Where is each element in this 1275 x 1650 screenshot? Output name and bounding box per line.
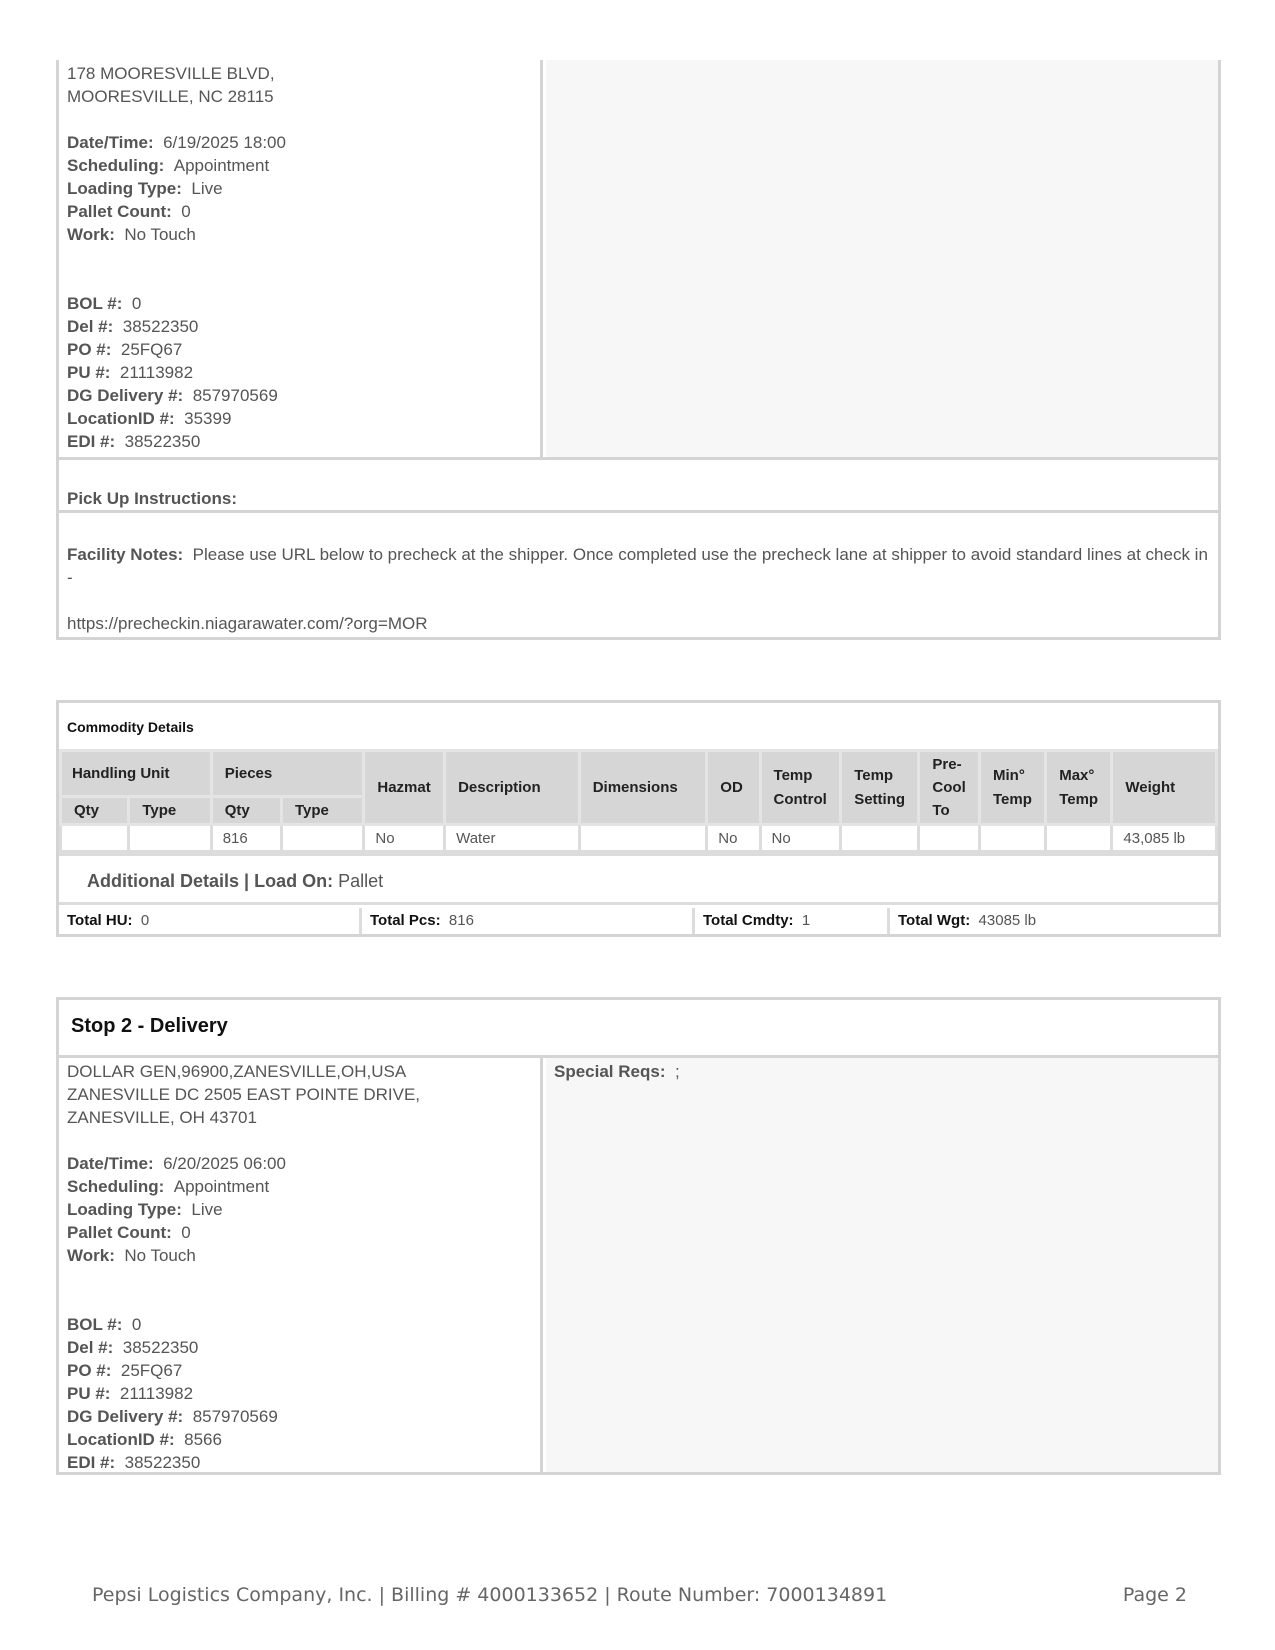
stop2-address-panel xyxy=(59,1058,543,1472)
total-wgt: Total Wgt: 43085 lb xyxy=(898,912,1037,929)
th-dimensions: Dimensions xyxy=(579,751,707,825)
additional-details-row xyxy=(59,853,1218,905)
stop1-pu: PU #: 21113982 xyxy=(67,363,194,382)
facility-notes: Facility Notes: Please use URL below to precheck at the shipper. Once completed use the precheck lane at shipper to avoid standard lines at check in - xyxy=(67,545,1208,587)
stop2-del: Del #: 38522350 xyxy=(67,1338,199,1357)
cell-od: No xyxy=(707,825,760,852)
stop1-work: Work: No Touch xyxy=(67,225,196,244)
pickup-instructions-box xyxy=(56,457,1221,513)
stop2-header xyxy=(59,1000,1218,1058)
cell-temp-setting xyxy=(841,825,919,852)
th-hu-type: Type xyxy=(129,797,211,825)
commodity-details-box xyxy=(56,700,1221,937)
stop2-title: Stop 2 - Delivery xyxy=(71,1015,228,1037)
stop1-address-line1: 178 MOORESVILLE BLVD, xyxy=(67,64,275,83)
th-od: OD xyxy=(707,751,760,825)
cell-dimensions xyxy=(579,825,707,852)
cell-min-temp xyxy=(980,825,1046,852)
stop2-location-id: LocationID #: 8566 xyxy=(67,1430,222,1449)
commodity-table xyxy=(59,749,1218,853)
stop1-edi: EDI #: 38522350 xyxy=(67,432,201,451)
th-max-temp: Max° Temp xyxy=(1046,751,1112,825)
th-min-temp: Min° Temp xyxy=(980,751,1046,825)
stop1-address-line2: MOORESVILLE, NC 28115 xyxy=(67,87,274,106)
th-pcs-qty: Qty xyxy=(211,797,281,825)
total-hu: Total HU: 0 xyxy=(59,908,362,934)
additional-details: Additional Details | Load On: Pallet xyxy=(87,871,384,891)
stop2-dg-delivery: DG Delivery #: 857970569 xyxy=(67,1407,278,1426)
th-hu-qty: Qty xyxy=(61,797,129,825)
stop2-po: PO #: 25FQ67 xyxy=(67,1361,183,1380)
table-row xyxy=(61,825,1217,852)
th-pieces: Pieces xyxy=(211,751,364,797)
stop1-dg-delivery: DG Delivery #: 857970569 xyxy=(67,386,278,405)
th-temp-setting: Temp Setting xyxy=(841,751,919,825)
stop2-pallet-count: Pallet Count: 0 xyxy=(67,1223,191,1242)
th-precool: Pre- Cool To xyxy=(919,751,980,825)
stop1-scheduling: Scheduling: Appointment xyxy=(67,156,270,175)
stop2-pu: PU #: 21113982 xyxy=(67,1384,194,1403)
stop2-work: Work: No Touch xyxy=(67,1246,196,1265)
pickup-instructions-label: Pick Up Instructions: xyxy=(67,489,238,508)
cell-hazmat: No xyxy=(364,825,445,852)
stop1-details-box xyxy=(56,60,1221,460)
facility-notes-box xyxy=(56,510,1221,640)
stop1-del: Del #: 38522350 xyxy=(67,317,199,336)
stop1-special-reqs-panel xyxy=(546,60,1218,457)
cell-description: Water xyxy=(445,825,580,852)
stop2-address-line3: ZANESVILLE, OH 43701 xyxy=(67,1108,257,1127)
th-pcs-type: Type xyxy=(282,797,364,825)
stop2-special-reqs-panel xyxy=(546,1058,1218,1472)
cell-precool xyxy=(919,825,980,852)
stop2-box xyxy=(56,997,1221,1475)
th-hazmat: Hazmat xyxy=(364,751,445,825)
stop2-special-reqs: Special Reqs: ; xyxy=(554,1062,680,1081)
stop2-bol: BOL #: 0 xyxy=(67,1315,142,1334)
cell-weight: 43,085 lb xyxy=(1112,825,1217,852)
cell-temp-control: No xyxy=(760,825,841,852)
stop1-pallet-count: Pallet Count: 0 xyxy=(67,202,191,221)
total-pcs: Total Pcs: 816 xyxy=(362,908,695,934)
th-handling-unit: Handling Unit xyxy=(61,751,212,797)
total-cmdty: Total Cmdty: 1 xyxy=(695,908,890,934)
cell-hu-qty xyxy=(61,825,129,852)
stop1-po: PO #: 25FQ67 xyxy=(67,340,183,359)
commodity-details-title: Commodity Details xyxy=(67,719,194,735)
stop1-address-panel xyxy=(59,60,543,457)
cell-hu-type xyxy=(129,825,211,852)
stop2-address-line2: ZANESVILLE DC 2505 EAST POINTE DRIVE, xyxy=(67,1085,421,1104)
stop2-loading-type: Loading Type: Live xyxy=(67,1200,223,1219)
th-weight: Weight xyxy=(1112,751,1217,825)
footer-text: Pepsi Logistics Company, Inc. | Billing # 4000133652 | Route Number: 7000134891 xyxy=(92,1584,888,1606)
stop1-location-id: LocationID #: 35399 xyxy=(67,409,232,428)
facility-url: https://precheckin.niagarawater.com/?org=MOR xyxy=(67,614,428,633)
cell-pcs-qty: 816 xyxy=(211,825,281,852)
page-number: Page 2 xyxy=(1122,1584,1187,1606)
th-temp-control: Temp Control xyxy=(760,751,841,825)
stop2-datetime: Date/Time: 6/20/2025 06:00 xyxy=(67,1154,286,1173)
stop2-address-line1: DOLLAR GEN,96900,ZANESVILLE,OH,USA xyxy=(67,1062,407,1081)
th-description: Description xyxy=(445,751,580,825)
stop1-loading-type: Loading Type: Live xyxy=(67,179,223,198)
stop2-scheduling: Scheduling: Appointment xyxy=(67,1177,270,1196)
stop1-datetime: Date/Time: 6/19/2025 18:00 xyxy=(67,133,286,152)
cell-pcs-type xyxy=(282,825,364,852)
cell-max-temp xyxy=(1046,825,1112,852)
stop2-edi: EDI #: 38522350 xyxy=(67,1453,201,1472)
stop1-bol: BOL #: 0 xyxy=(67,294,142,313)
